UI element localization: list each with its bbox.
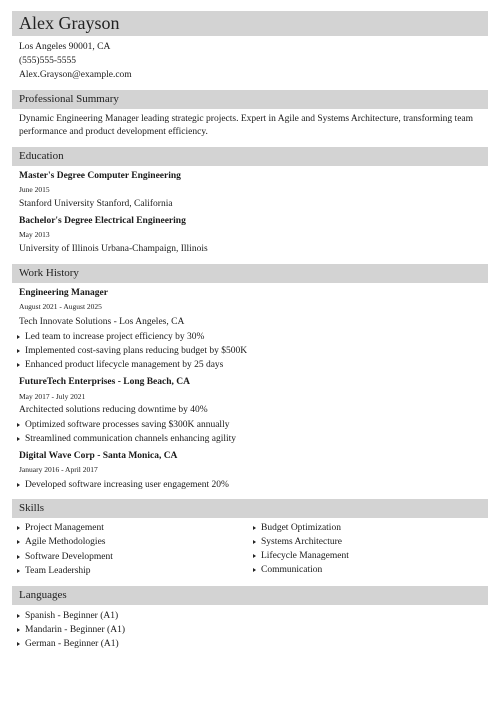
languages-heading: Languages <box>12 586 488 605</box>
summary-heading: Professional Summary <box>12 90 488 109</box>
address: Los Angeles 90001, CA <box>19 42 111 52</box>
job-dates: January 2016 - April 2017 <box>19 465 98 474</box>
job-bullet: Enhanced product lifecycle management by 25 days <box>25 360 224 370</box>
skill-item: Communication <box>261 565 323 575</box>
education-school: Stanford University Stanford, California <box>19 199 173 209</box>
education-heading: Education <box>12 147 488 166</box>
education-date: May 2013 <box>19 230 50 239</box>
language-item: Mandarin - Beginner (A1) <box>25 625 125 635</box>
work-heading: Work History <box>12 264 488 283</box>
job-bullet: Led team to increase project efficiency by 30% <box>25 332 205 342</box>
job-company: Architected solutions reducing downtime by 40% <box>19 405 208 415</box>
name-heading: Alex Grayson <box>12 11 488 36</box>
education-school: University of Illinois Urbana-Champaign, Illinois <box>19 244 208 254</box>
education-date: June 2015 <box>19 185 50 194</box>
skill-item: Agile Methodologies <box>25 537 106 547</box>
job-bullet: Implemented cost-saving plans reducing budget by $500K <box>25 346 248 356</box>
skill-item: Team Leadership <box>25 566 91 576</box>
job-bullet: Optimized software processes saving $300K annually <box>25 420 230 430</box>
skill-item: Systems Architecture <box>261 537 342 547</box>
education-degree: Bachelor's Degree Electrical Engineering <box>19 216 186 226</box>
skill-item: Budget Optimization <box>261 523 341 533</box>
language-item: Spanish - Beginner (A1) <box>25 611 119 621</box>
job-dates: May 2017 - July 2021 <box>19 392 86 401</box>
job-bullet: Streamlined communication channels enhancing agility <box>25 434 237 444</box>
job-bullet: Developed software increasing user engagement 20% <box>25 480 229 490</box>
job-title: Digital Wave Corp - Santa Monica, CA <box>19 451 178 461</box>
skill-item: Software Development <box>25 552 113 562</box>
education-degree: Master's Degree Computer Engineering <box>19 171 181 181</box>
skill-item: Project Management <box>25 523 104 533</box>
job-title: Engineering Manager <box>19 288 108 298</box>
phone: (555)555-5555 <box>19 56 76 66</box>
skills-heading: Skills <box>12 499 488 518</box>
job-title: FutureTech Enterprises - Long Beach, CA <box>19 377 190 387</box>
skill-item: Lifecycle Management <box>261 551 349 561</box>
summary-text: Dynamic Engineering Manager leading strategic projects. Expert in Agile and Systems Architecture, transforming team performance and product development efficiency. <box>19 114 474 137</box>
job-dates: August 2021 - August 2025 <box>19 302 102 311</box>
language-item: German - Beginner (A1) <box>25 639 119 649</box>
job-company: Tech Innovate Solutions - Los Angeles, CA <box>19 317 185 327</box>
email: Alex.Grayson@example.com <box>19 70 132 80</box>
